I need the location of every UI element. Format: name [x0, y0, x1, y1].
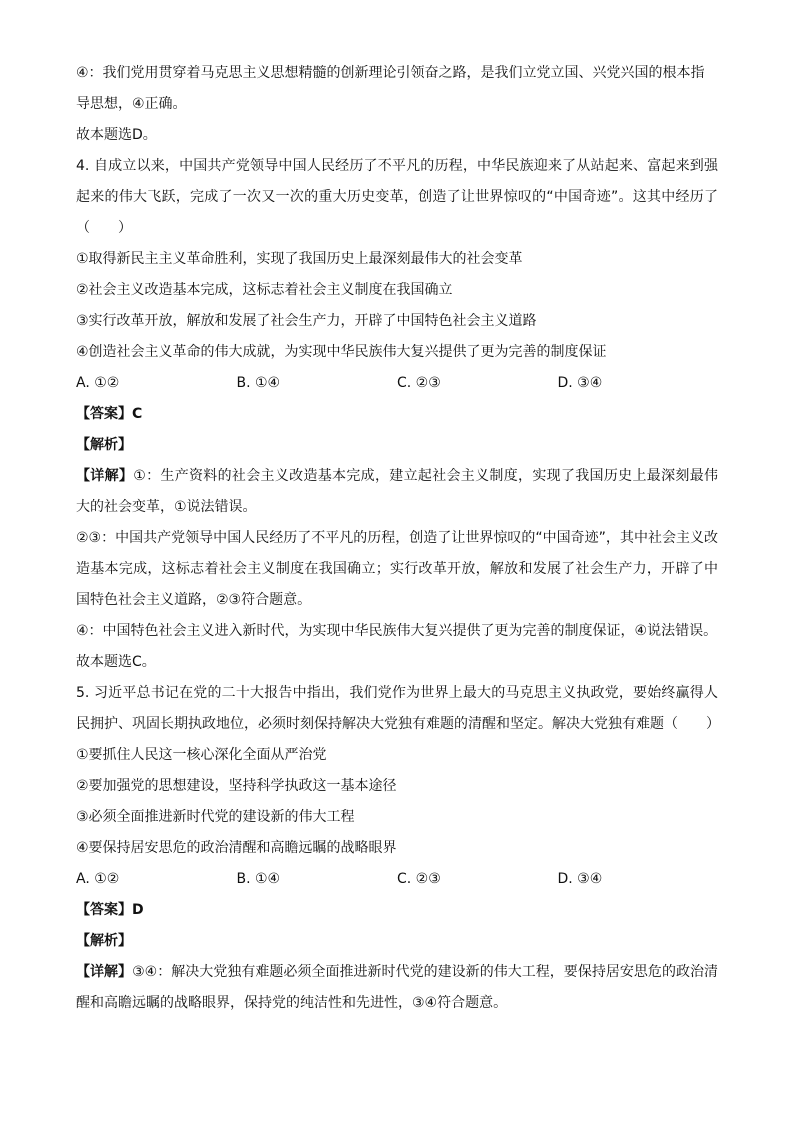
question-4-option-4: ④创造社会主义革命的伟大成就，为实现中华民族伟大复兴提供了更为完善的制度保证	[76, 344, 607, 360]
question-4-choice-d: D. ③④	[557, 375, 603, 391]
question-5-detail-tag: 【详解】	[76, 964, 133, 980]
question-4-option-3: ③实行改革开放，解放和发展了社会生产力，开辟了中国特色社会主义道路	[76, 313, 537, 329]
question-4-analysis-heading: 【解析】	[76, 437, 132, 453]
prev-analysis-line-2: 导思想，④正确。	[76, 96, 187, 112]
question-4-answer: 【答案】C	[76, 406, 143, 422]
question-4-detail-tag: 【详解】	[76, 468, 134, 484]
question-5-option-3: ③必须全面推进新时代党的建设新的伟大工程	[76, 809, 355, 825]
question-5-analysis-heading: 【解析】	[76, 933, 132, 949]
question-4-choice-c: C. ②③	[397, 375, 441, 391]
question-5-option-4: ④要保持居安思危的政治清醒和高瞻远瞩的战略眼界	[76, 840, 397, 856]
question-5-choices	[76, 864, 718, 895]
prev-analysis-line-1: ④：我们党用贯穿着马克思主义思想精髓的创新理论引领奋之路，是我们立党立国、兴党兴国的根本指	[76, 65, 705, 81]
question-5-stem: 5. 习近平总书记在党的二十大报告中指出，我们党作为世界上最大的马克思主义执政党，要始终赢得人民拥护、巩固长期执政地位，必须时刻保持解决大党独有难题的清醒和坚定。解决大党独有难题（ ）	[76, 685, 720, 732]
question-4-choices	[76, 368, 718, 399]
question-4-option-1: ①取得新民主主义革命胜利，实现了我国历史上最深刻最伟大的社会变革	[76, 251, 523, 267]
question-4-detail-1	[76, 461, 718, 523]
prev-conclusion: 故本题选D。	[76, 127, 157, 143]
question-4-detail-2: ②③：中国共产党领导中国人民经历了不平凡的历程，创造了让世界惊叹的“中国奇迹”，其中社会主义改造基本完成，这标志着社会主义制度在我国确立；实行改革开放，解放和发展了社会生产力，开辟了中国特色社会主义道路，②③符合题意。	[76, 530, 718, 608]
question-5-option-2: ②要加强党的思想建设，坚持科学执政这一基本途径	[76, 778, 397, 794]
question-5-choice-d: D. ③④	[557, 871, 603, 887]
question-5-option-1: ①要抓住人民这一核心深化全面从严治党	[76, 747, 327, 763]
question-5-choice-a: A. ①②	[76, 871, 120, 887]
question-5-choice-b: B. ①④	[236, 871, 281, 887]
question-4-conclusion: 故本题选C。	[76, 654, 156, 670]
question-4-choice-b: B. ①④	[236, 375, 281, 391]
document-page	[76, 58, 718, 1019]
question-5-answer: 【答案】D	[76, 902, 144, 918]
question-4-detail-3: ④：中国特色社会主义进入新时代，为实现中华民族伟大复兴提供了更为完善的制度保证，④说法错误。	[76, 623, 718, 639]
question-5-choice-c: C. ②③	[397, 871, 441, 887]
question-4-stem: 4. 自成立以来，中国共产党领导中国人民经历了不平凡的历程，中华民族迎来了从站起来、富起来到强起来的伟大飞跃，完成了一次又一次的重大历史变革，创造了让世界惊叹的“中国奇迹”。这其中经历了（ ）	[76, 158, 718, 236]
question-5-detail-1-text: ③④：解决大党独有难题必须全面推进新时代党的建设新的伟大工程，要保持居安思危的政治清醒和高瞻远瞩的战略眼界，保持党的纯洁性和先进性，③④符合题意。	[76, 964, 719, 1011]
question-4-option-2: ②社会主义改造基本完成，这标志着社会主义制度在我国确立	[76, 282, 453, 298]
question-4-choice-a: A. ①②	[76, 375, 120, 391]
question-4-detail-1-text: ①：生产资料的社会主义改造基本完成，建立起社会主义制度，实现了我国历史上最深刻最伟大的社会变革，①说法错误。	[76, 468, 718, 515]
question-5-detail-1	[76, 957, 718, 1019]
